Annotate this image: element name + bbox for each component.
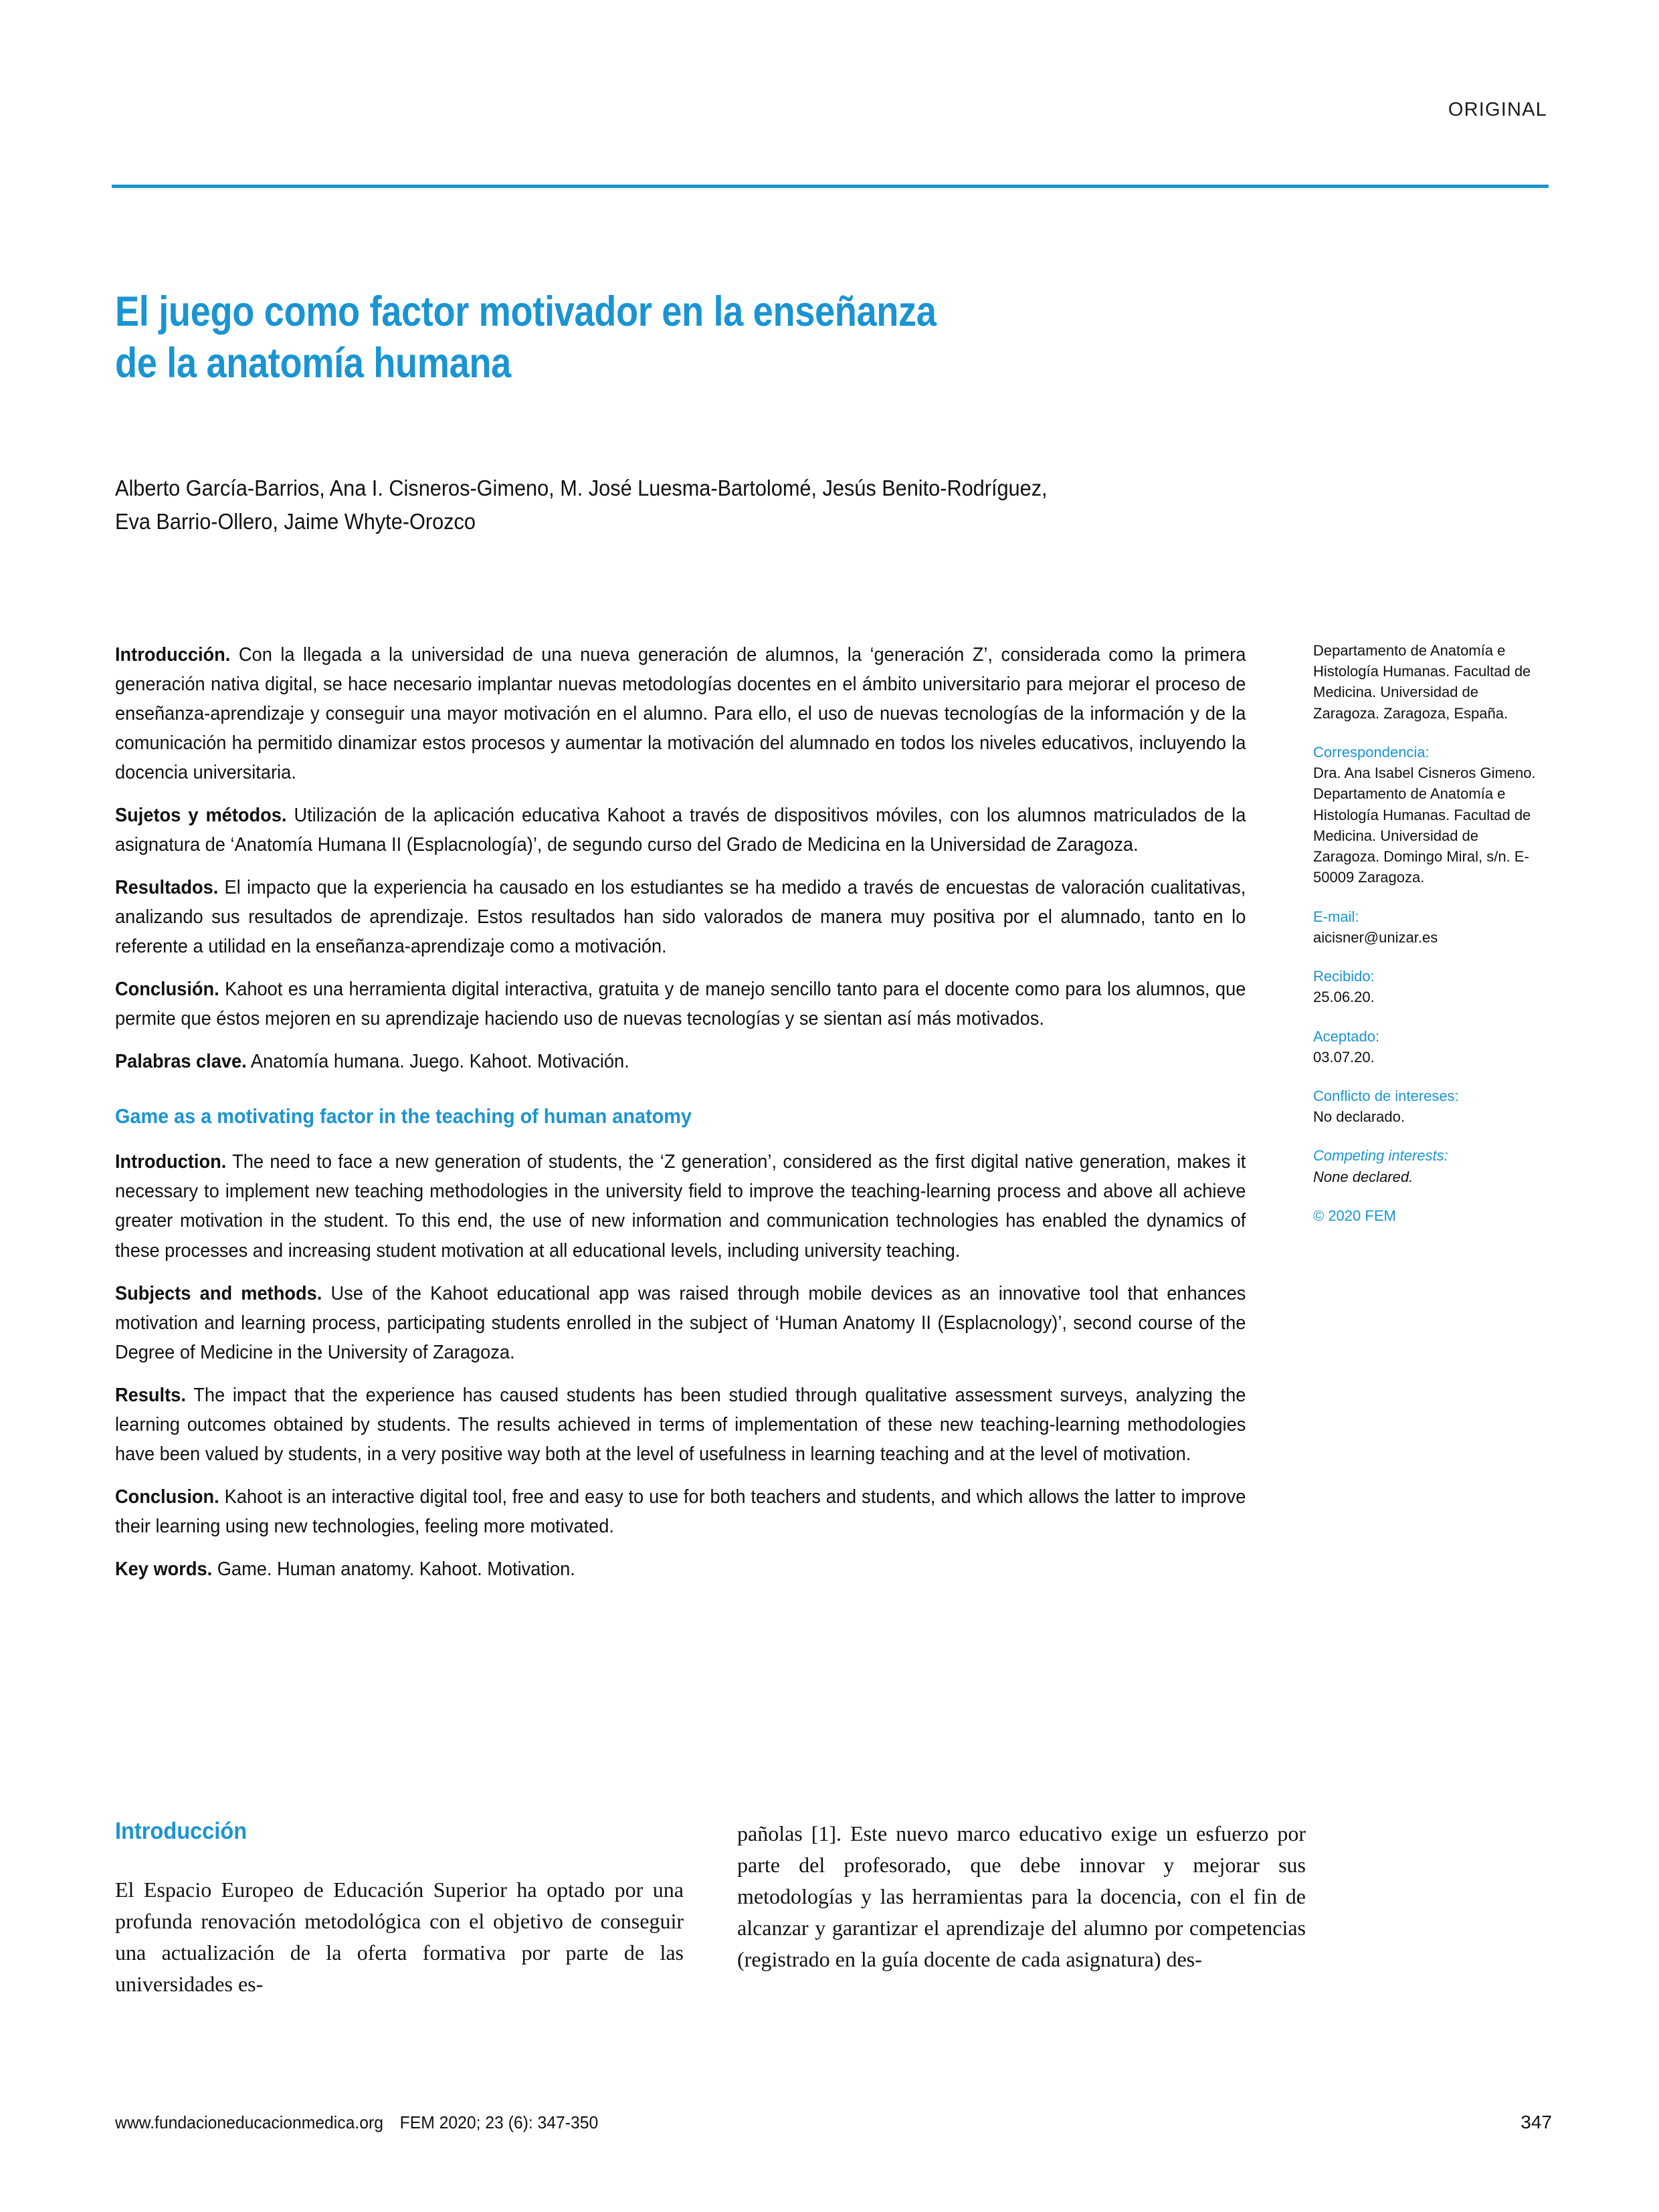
abstract-en-subjects-label: Subjects and methods.	[115, 1282, 322, 1304]
received-value: 25.06.20.	[1313, 989, 1375, 1006]
article-title-line-1: El juego como factor motivador en la enseñanza	[115, 288, 937, 335]
abstract-en-results	[115, 1381, 1246, 1469]
abstract-column	[115, 640, 1299, 1584]
copyright-block	[1313, 1205, 1549, 1226]
correspondence-label: Correspondencia:	[1313, 743, 1430, 761]
body-column-left	[115, 1818, 684, 2000]
correspondence-text: Dra. Ana Isabel Cisneros Gimeno. Departamento de Anatomía e Histología Humanas. Facultad de Medicina. Universidad de Zaragoza. Domingo Miral, s/n. E-50009 Zaragoza.	[1313, 765, 1536, 886]
body-paragraph-left: El Espacio Europeo de Educación Superior ha optado por una profunda renovación metodológica con el objetivo de conseguir una actualización de la oferta formativa por parte de las universidades es-	[115, 1878, 684, 1997]
abstract-en-conclusion-text: Kahoot is an interactive digital tool, free and easy to use for both teachers and students, and which allows the latter to improve their learning using new technologies, feeling more motivated.	[115, 1486, 1246, 1537]
competing-interests-value: None declared.	[1313, 1168, 1413, 1185]
abstract-es-palabras-clave-text: Anatomía humana. Juego. Kahoot. Motivación.	[246, 1051, 629, 1073]
page-footer	[115, 2112, 1552, 2133]
abstract-es-sujetos	[115, 801, 1246, 860]
footer-website[interactable]: www.fundacioneducacionmedica.org	[115, 2112, 383, 2132]
abstract-es-sujetos-label: Sujetos y métodos.	[115, 805, 287, 827]
affiliation-block	[1313, 640, 1549, 724]
email-value[interactable]: aicisner@unizar.es	[1313, 928, 1438, 946]
abstract-en-keywords-label: Key words.	[115, 1558, 213, 1580]
correspondence-block	[1313, 742, 1549, 888]
competing-interests-block	[1313, 1145, 1549, 1187]
received-label: Recibido:	[1313, 968, 1375, 985]
abstract-es-conclusion-text: Kahoot es una herramienta digital interactiva, gratuita y de manejo sencillo tanto para el docente como para los alumnos, que permite que éstos mejoren en su aprendizaje haciendo uso de nuevas tecnologías y se sientan así más motivados.	[115, 979, 1246, 1030]
abstract-es-conclusion	[115, 975, 1246, 1033]
body-columns	[115, 1818, 1306, 2000]
section-heading-introduccion: Introducción	[115, 1818, 248, 1844]
body-paragraph-right: pañolas [1]. Este nuevo marco educativo exige un esfuerzo por parte del profesorado, que debe innovar y mejorar sus metodologías y las herramientas para la docencia, con el fin de alcanzar y garantizar el aprendizaje del alumno por competencias (registrado en la guía docente de cada asignatura) des-	[737, 1821, 1306, 1972]
header-divider-rule	[112, 185, 1549, 188]
accepted-label: Aceptado:	[1313, 1027, 1380, 1045]
affiliation-text: Departamento de Anatomía e Histología Humanas. Facultad de Medicina. Universidad de Zaragoza. Zaragoza, España.	[1313, 642, 1531, 722]
abstract-es-conclusion-label: Conclusión.	[115, 979, 219, 1001]
accepted-value: 03.07.20.	[1313, 1048, 1375, 1066]
abstract-en-introduction-label: Introduction.	[115, 1151, 227, 1173]
abstract-en-results-text: The impact that the experience has caused students has been studied through qualitative assessment surveys, analyzing the learning outcomes obtained by students. The results achieved in terms of implementation of these new teaching-learning methodologies have been valued by students, in a very positive way both at the level of usefulness in learning teaching and at the level of motivation.	[115, 1384, 1246, 1465]
abstract-es-introduccion-label: Introducción.	[115, 644, 231, 666]
email-block	[1313, 906, 1549, 948]
author-list-line-1: Alberto García-Barrios, Ana I. Cisneros-Gimeno, M. José Luesma-Bartolomé, Jesús Benito-Rodríguez,	[115, 476, 1048, 500]
author-list-line-2: Eva Barrio-Ollero, Jaime Whyte-Orozco	[115, 509, 476, 534]
body-column-right	[737, 1818, 1306, 2000]
abstract-es-sujetos-text: Utilización de la aplicación educativa Kahoot a través de dispositivos móviles, con los alumnos matriculados de la asignatura de ‘Anatomía Humana II (Esplacnología)’, de segundo curso del Grado de Medicina en la Universidad de Zaragoza.	[115, 805, 1246, 856]
competing-interests-label: Competing interests:	[1313, 1147, 1448, 1165]
footer-left-group	[115, 2112, 598, 2133]
abstract-es-resultados-text: El impacto que la experiencia ha causado en los estudiantes se ha medido a través de encuestas de valoración cualitativas, analizando sus resultados de aprendizaje. Estos resultados han sido valorados de manera muy positiva por el alumnado, tanto en lo referente a utilidad en la enseñanza-aprendizaje como a motivación.	[115, 877, 1246, 958]
abstract-es-palabras-clave	[115, 1047, 1246, 1076]
conflict-of-interest-block	[1313, 1086, 1549, 1127]
abstract-en-conclusion-label: Conclusion.	[115, 1486, 219, 1508]
abstract-es-resultados	[115, 873, 1246, 961]
conflict-value: No declarado.	[1313, 1108, 1405, 1126]
article-metadata-sidebar	[1313, 640, 1549, 1226]
copyright-text: © 2020 FEM	[1313, 1207, 1396, 1224]
received-date-block	[1313, 966, 1549, 1007]
footer-citation: FEM 2020; 23 (6): 347-350	[399, 2112, 599, 2132]
abstract-en-heading: Game as a motivating factor in the teaching of human anatomy	[115, 1104, 692, 1128]
abstract-en-introduction	[115, 1147, 1246, 1265]
abstract-es-introduccion-text: Con la llegada a la universidad de una nueva generación de alumnos, la ‘generación Z’, considerada como la primera generación nativa digital, se hace necesario implantar nuevas metodologías docentes en el ámbito universitario para mejorar el proceso de enseñanza-aprendizaje y conseguir una mayor motivación en el alumno. Para ello, el uso de nuevas tecnologías de la información y de la comunicación ha permitido dinamizar estos procesos y aumentar la motivación del alumnado en todos los niveles educativos, incluyendo la docencia universitaria.	[115, 644, 1246, 784]
conflict-label: Conflicto de intereses:	[1313, 1087, 1459, 1104]
email-label: E-mail:	[1313, 908, 1359, 925]
accepted-date-block	[1313, 1026, 1549, 1068]
abstract-en-subjects	[115, 1279, 1246, 1367]
abstract-en-introduction-text: The need to face a new generation of students, the ‘Z generation’, considered as the first digital native generation, makes it necessary to implement new teaching methodologies in the university field to improve the teaching-learning process and above all achieve greater motivation in the student. To this end, the use of new information and communication technologies has enabled the dynamics of these processes and increasing student motivation at all educational levels, including university teaching.	[115, 1151, 1246, 1262]
running-head-section-label: ORIGINAL	[1448, 99, 1547, 120]
abstract-en-subjects-text: Use of the Kahoot educational app was raised through mobile devices as an innovative tool that enhances motivation and learning process, participating students enrolled in the subject of ‘Human Anatomy II (Esplacnology)’, second course of the Degree of Medicine in the University of Zaragoza.	[115, 1282, 1246, 1363]
abstract-en-conclusion	[115, 1482, 1246, 1541]
footer-page-number: 347	[1521, 2112, 1552, 2132]
abstract-en-results-label: Results.	[115, 1384, 186, 1406]
article-title	[115, 286, 1319, 389]
abstract-es-introduccion	[115, 640, 1246, 787]
abstract-en-keywords	[115, 1554, 1246, 1584]
abstract-en-keywords-text: Game. Human anatomy. Kahoot. Motivation.	[212, 1558, 575, 1580]
author-list	[115, 472, 1248, 538]
article-title-line-2: de la anatomía humana	[115, 339, 511, 387]
abstract-es-palabras-clave-label: Palabras clave.	[115, 1051, 247, 1073]
abstract-es-resultados-label: Resultados.	[115, 877, 219, 899]
